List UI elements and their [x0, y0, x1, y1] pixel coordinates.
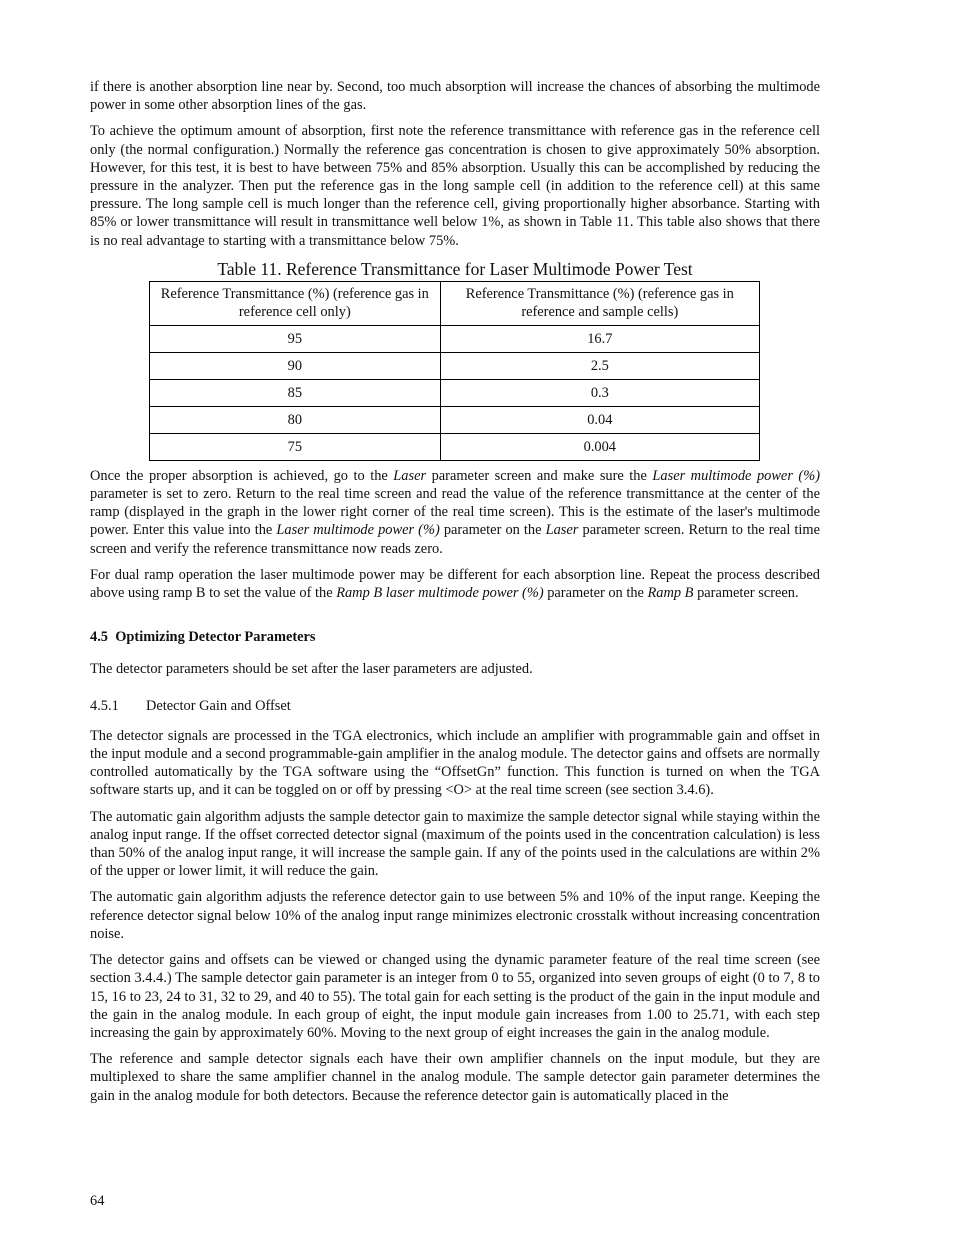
italic-text: Ramp B [647, 585, 694, 602]
text: To achieve the optimum amount of absorption, first note the reference transmittance with reference gas in the reference cell only (the normal configuration.) Normally the reference gas concentration is chosen to give approximately 50% absorption. However, for this test, it is best to have between 75% and 85% absorption. Usually this can be accomplished by reducing the pressure in the analyzer. Then put the reference gas in the long sample cell (in addition to the reference cell) at this same pressure. The long sample cell is much longer than the reference cell, giving proportionally higher absorbance. Starting with 85% or lower transmittance will result in transmittance well below 1%, as shown in Table 11. This table also shows that there is no real advantage to starting with a transmittance below 75%. [90, 123, 820, 249]
table-row [150, 433, 760, 460]
paragraph [90, 888, 820, 943]
text: if there is another absorption line near by. Second, too much absorption will increase the chances of absorbing the multimode power in some other absorption lines of the gas. [90, 79, 820, 114]
paragraph [90, 467, 820, 558]
paragraph [90, 660, 820, 678]
text: parameter on the [439, 522, 546, 539]
text: parameter screen and make sure the [426, 467, 653, 484]
subsection-title: Detector Gain and Offset [146, 697, 291, 714]
document-page [90, 78, 820, 1113]
text: Once the proper absorption is achieved, go to the [90, 467, 394, 484]
paragraphs-bottom [90, 727, 820, 1105]
text: For dual ramp operation the laser multimode power may be different for each absorption line. Repeat the process described above using ramp B to set the value of the [90, 566, 820, 602]
table-cell: 0.04 [440, 406, 759, 433]
paragraph [90, 566, 820, 602]
table-cell: 0.004 [440, 433, 759, 460]
table-header-row [150, 281, 760, 325]
paragraph [90, 808, 820, 881]
table-caption: Table 11. Reference Transmittance for Laser Multimode Power Test [217, 258, 693, 279]
table-cell: 0.3 [440, 379, 759, 406]
paragraph [90, 951, 820, 1042]
transmittance-table [149, 281, 760, 461]
table-header-cell: Reference Transmittance (%) (reference gas in reference and sample cells) [440, 281, 759, 325]
paragraph [90, 727, 820, 800]
table-cell: 85 [150, 379, 441, 406]
paragraph [90, 78, 820, 114]
table-row [150, 352, 760, 379]
italic-text: Laser [545, 522, 579, 539]
table-row [150, 379, 760, 406]
table-cell: 90 [150, 352, 441, 379]
italic-text: Laser [393, 467, 427, 484]
table-cell: 75 [150, 433, 441, 460]
table-row [150, 325, 760, 352]
text: The automatic gain algorithm adjusts the sample detector gain to maximize the sample detector signal while staying within the analog input range. If the offset corrected detector signal (maximum of the points used in the concentration calculation) is less than 50% of the analog input range, it will increase the sample gain. If any of the points used in the calculations are within 2% of the upper or lower limit, it will reduce the gain. [90, 808, 820, 880]
section-intro [90, 660, 820, 678]
text: parameter screen. [693, 585, 799, 602]
text: The reference and sample detector signals each have their own amplifier channels on the input module, but they are multiplexed to share the same amplifier channel in the analog module. The sample detector gain parameter determines the gain in the analog module for both detectors. Because the reference detector gain is automatically placed in the [90, 1051, 820, 1104]
text: parameter screen. Return to the real time screen and verify the reference transmittance now reads zero. [90, 522, 820, 557]
table-cell: 95 [150, 325, 441, 352]
text: parameter is set to zero. Return to the real time screen and read the value of the reference transmittance at the center of the ramp (displayed in the graph in the lower right corner of the real time screen). This is the estimate of the laser's multimode power. Enter this value into the [90, 486, 820, 539]
text: parameter on the [543, 585, 648, 602]
paragraph [90, 122, 820, 249]
section-title: Optimizing Detector Parameters [115, 629, 316, 646]
italic-text: Laser multimode power (%) [276, 522, 440, 539]
page-number: 64 [90, 1193, 105, 1209]
text: The detector signals are processed in the TGA electronics, which include an amplifier with programmable gain and offset in the input module and a second programmable-gain amplifier in the analog module. The detector gains and offsets are normally controlled automatically by the TGA software using the “OffsetGn” function. This function is turned on when the TGA software starts up, and it can be toggled on or off by pressing <O> at the real time screen (see section 3.4.6). [90, 727, 820, 799]
paragraphs-top [90, 78, 820, 250]
table-cell: 2.5 [440, 352, 759, 379]
table-cell: 80 [150, 406, 441, 433]
italic-text: Laser multimode power (%) [652, 467, 820, 484]
text: The detector gains and offsets can be viewed or changed using the dynamic parameter feature of the real time screen (see section 3.4.4.) The sample detector gain parameter is an integer from 0 to 55, organized into seven groups of eight (0 to 7, 8 to 15, 16 to 23, 24 to 31, 32 to 29, and 40 to 55). The total gain for each setting is the product of the gain in the input module and the gain in the analog module. In each group of eight, the input module gain increases from 1.00 to 25.71, with each step increasing the gain by approximately 60%. Moving to the next group of eight increases the gain in the analog module. [90, 952, 820, 1041]
italic-text: Ramp B laser multimode power (%) [336, 585, 544, 602]
subsection-heading [90, 697, 820, 715]
subsection-number: 4.5.1 [90, 697, 119, 714]
section-heading [90, 628, 820, 646]
paragraph [90, 1050, 820, 1105]
paragraphs-mid [90, 467, 820, 602]
table-row [150, 406, 760, 433]
table-header-cell: Reference Transmittance (%) (reference gas in reference cell only) [150, 281, 441, 325]
text: The automatic gain algorithm adjusts the reference detector gain to use between 5% and 10% of the input range. Keeping the reference detector signal below 10% of the analog input range minimizes electronic crosstalk without increasing concentration noise. [90, 889, 820, 942]
section-number: 4.5 [90, 629, 108, 646]
text: The detector parameters should be set after the laser parameters are adjusted. [90, 661, 533, 678]
table-cell: 16.7 [440, 325, 759, 352]
